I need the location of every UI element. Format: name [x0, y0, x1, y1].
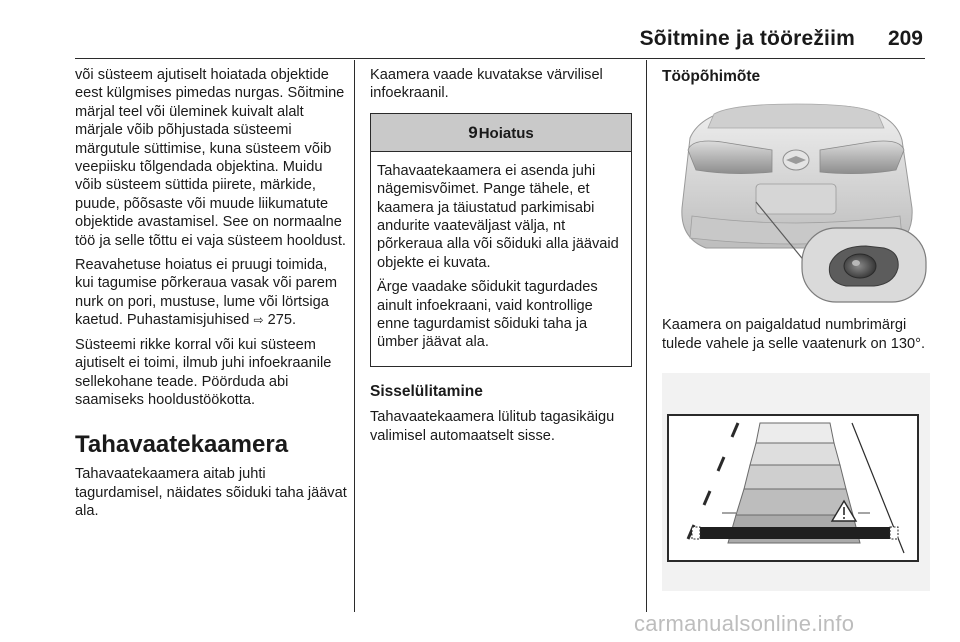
paragraph-rear-camera-intro: Tahavaatekaamera aitab juhti tagurdamisel, näidates sõiduki taha jäävat ala. — [75, 466, 347, 520]
warning-symbol-icon: 9 — [468, 122, 478, 142]
column-divider-left — [354, 60, 355, 612]
subheading-activation: Sisselülitamine — [370, 382, 483, 400]
paragraph-camera-display: Kaamera vaade kuvatakse värvilisel infoekraanil. — [370, 67, 603, 102]
paragraph-activation: Tahavaatekaamera lülitub tagasikäigu valimisel automaatselt sisse. — [370, 409, 615, 444]
page-reference-arrow-icon: ⇨ — [253, 313, 264, 328]
warning-header — [371, 114, 631, 152]
section-heading-rear-camera: Tahavaatekaamera — [75, 431, 289, 459]
warning-paragraph-1: Tahavaatekaamera ei asenda juhi nägemisvõimet. Pange tähele, et kaamera ja täiustatud parkimisabi andurite vaateväljast välja, nt põrkeraua alla või sõiduki alla jäävaid objekte ei kuvata. — [377, 162, 619, 271]
right-column — [662, 66, 930, 591]
warning-title: Hoiatus — [478, 124, 534, 142]
subheading-operating-principle: Tööpõhimõte — [662, 68, 761, 85]
paragraph-system-fault: Süsteemi rikke korral või kui süsteem ajutiselt ei toimi, ilmub juhi infoekraanile sellekohane teade. Pöörduda abi saamiseks hooldustöökotta. — [75, 336, 332, 408]
left-column — [75, 66, 347, 527]
watermark: carmanualsonline.info — [634, 611, 855, 636]
caption-camera-position: Kaamera on paigaldatud numbrimärgi tulede vahele ja selle vaatenurk on 130°. — [662, 317, 926, 352]
warning-body — [371, 152, 631, 366]
car-rear-camera-illustration — [662, 98, 930, 304]
page-header-title: Sõitmine ja töörežiim — [639, 27, 855, 50]
paragraph-lane-change-text: Reavahetuse hoiatus ei pruugi toimida, kui tagumise põrkeraua vasak või parem nurk on pori, mustuse, lume või lörtsiga kaetud. Puhastamisjuhised — [75, 257, 338, 329]
middle-column — [370, 66, 634, 451]
page-reference-link[interactable]: 275. — [267, 312, 297, 329]
header-rule — [75, 58, 925, 59]
paragraph-lane-change-warning — [75, 256, 347, 330]
page-number: 209 — [887, 27, 923, 50]
warning-paragraph-2: Ärge vaadake sõidukit tagurdades ainult infoekraani, vaid kontrollige enne tagurdamist sõiduki taha ja ümber jäävat ala. — [377, 279, 598, 351]
paragraph-blind-spot: või süsteem ajutiselt hoiatada objektide eest külgmises pimedas nurgas. Sõitmine märjal teel või üleminek kuivalt alalt märjale võib põhjustada süsteemi märgutule süttimise, kuna süsteem võib veepiisku tõlgendada objektina. Muidu võib süsteem süttida piirete, märkide, puude, põõsaste või muude liikumatute objektide avastamisel. See on normaalne töö ja selle tõttu ei vaja süsteem hooldust. — [75, 67, 346, 249]
column-divider-right — [646, 60, 647, 612]
warning-box — [370, 113, 632, 367]
camera-display-illustration — [662, 373, 930, 591]
